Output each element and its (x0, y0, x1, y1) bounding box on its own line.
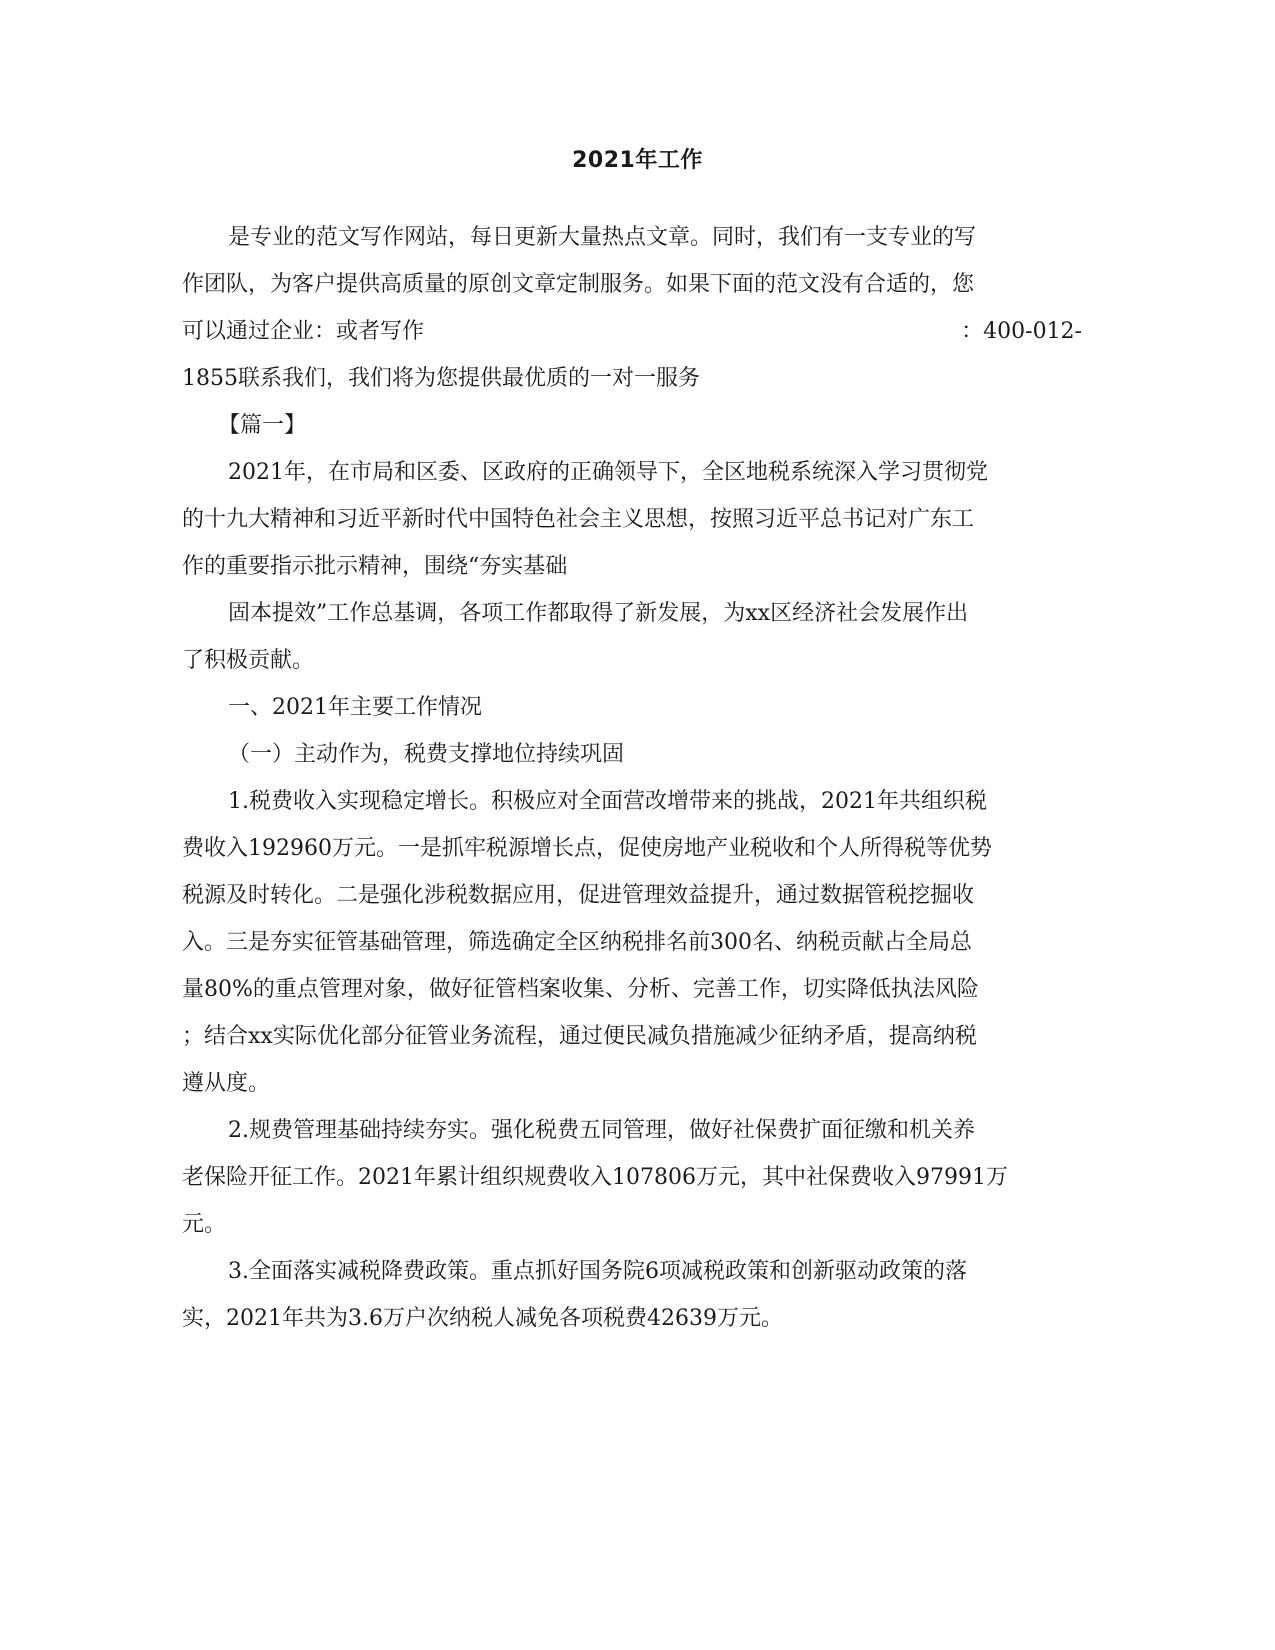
paragraph-line: 3.全面落实减税降费政策。重点抓好国务院6项减税政策和创新驱动政策的落 (228, 1259, 967, 1284)
paragraph-2 (182, 590, 1082, 684)
document-title: 2021年工作 (572, 148, 703, 173)
intro-contact-phone: ：400-012- (961, 319, 1082, 344)
subsection-heading: （一）主动作为，税费支撑地位持续巩固 (228, 742, 625, 767)
paragraph-line: 量80%的重点管理对象，做好征管档案收集、分析、完善工作，切实降低执法风险 (182, 977, 979, 1002)
paragraph-line: 税源及时转化。二是强化涉税数据应用，促进管理效益提升，通过数据管税挖掘收 (182, 883, 975, 908)
paragraph-line: 2021年，在市局和区委、区政府的正确领导下，全区地税系统深入学习贯彻党 (228, 460, 988, 485)
intro-paragraph (182, 214, 1082, 402)
item-2-paragraph (182, 1107, 1082, 1248)
intro-line: 1855联系我们，我们将为您提供最优质的一对一服务 (182, 366, 700, 391)
intro-contact-line (182, 308, 1082, 355)
intro-line: 是专业的范文写作网站，每日更新大量热点文章。同时，我们有一支专业的写 (228, 225, 977, 250)
paragraph-line: 1.税费收入实现稳定增长。积极应对全面营改增带来的挑战，2021年共组织税 (228, 789, 987, 814)
paragraph-line: 遵从度。 (182, 1071, 271, 1096)
paragraph-line: 元。 (182, 1212, 227, 1237)
paragraph-line: 固本提效”工作总基调，各项工作都取得了新发展，为xx区经济社会发展作出 (228, 601, 969, 626)
paragraph-line: 作的重要指示批示精神，围绕“夯实基础 (182, 554, 568, 579)
section-heading: 一、2021年主要工作情况 (228, 695, 482, 720)
paragraph-line: 了积极贡献。 (182, 648, 315, 673)
item-1-paragraph (182, 778, 1082, 1107)
paragraph-line: 费收入192960万元。一是抓牢税源增长点，促使房地产业税收和个人所得税等优势 (182, 836, 992, 861)
paragraph-line: ；结合xx实际优化部分征管业务流程，通过便民减负措施减少征纳矛盾，提高纳税 (182, 1024, 977, 1049)
paragraph-line: 入。三是夯实征管基础管理，筛选确定全区纳税排名前300名、纳税贡献占全局总 (182, 930, 972, 955)
paragraph-line: 实，2021年共为3.6万户次纳税人减免各项税费42639万元。 (182, 1306, 783, 1331)
paragraph-line: 2.规费管理基础持续夯实。强化税费五同管理，做好社保费扩面征缴和机关养 (228, 1118, 975, 1143)
paragraph-line: 的十九大精神和习近平新时代中国特色社会主义思想，按照习近平总书记对广东工 (182, 507, 975, 532)
paragraph-line: 老保险开征工作。2021年累计组织规费收入107806万元，其中社保费收入97991万 (182, 1165, 1008, 1190)
intro-contact-left: 可以通过企业：或者写作 (182, 319, 425, 344)
document-body (182, 214, 1082, 1342)
item-3-paragraph (182, 1248, 1082, 1342)
paragraph-1 (182, 449, 1082, 590)
intro-line: 作团队，为客户提供高质量的原创文章定制服务。如果下面的范文没有合适的，您 (182, 272, 975, 297)
section-label: 【篇一】 (218, 413, 307, 438)
